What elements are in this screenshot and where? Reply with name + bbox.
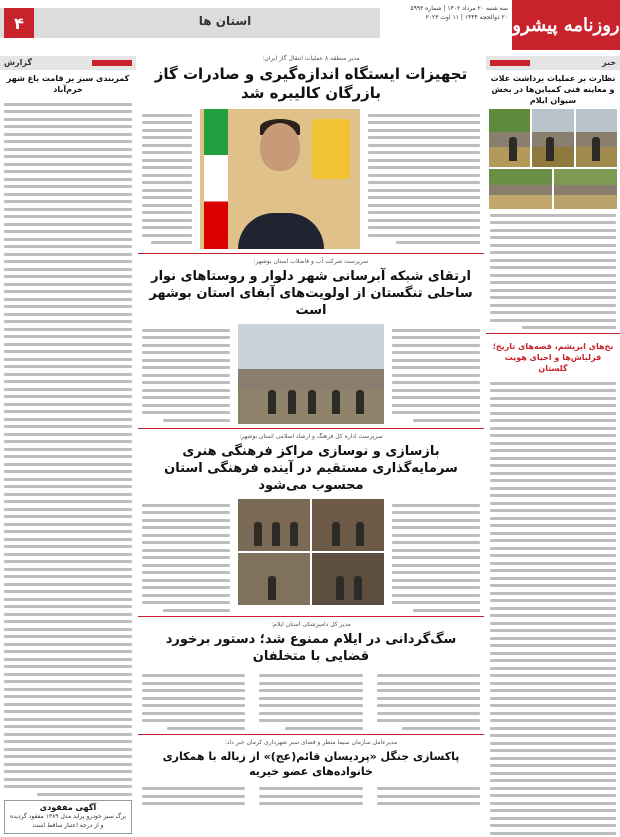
left-column — [0, 52, 136, 837]
story1-text-2 — [138, 109, 196, 249]
culture-photo-4 — [238, 553, 310, 605]
divider — [138, 253, 484, 254]
story1-body — [138, 109, 484, 249]
story2-body — [138, 324, 484, 424]
right-photo-row — [486, 109, 620, 167]
culture-photos — [238, 499, 384, 612]
tag-accent — [92, 60, 132, 66]
ad-text: برگ سبز خودرو پراید مدل ۱۳۸۹ مفقود گردیده و از درجه اعتبار ساقط است — [9, 812, 127, 829]
story3-kicker: سرپرست اداره کل فرهنگ و ارشاد اسلامی استان بوشهر: — [239, 433, 383, 440]
masthead-logo: روزنامه پیشرو — [512, 0, 620, 50]
section-title: استان ها — [198, 14, 252, 28]
story3-text-2 — [138, 499, 234, 612]
issue-line-1: سه شنبه ۲۰ مرداد ۱۴۰۲ | شماره ۵۹۹۳ — [410, 5, 508, 12]
harvest-photo-5 — [489, 169, 552, 209]
report-tag — [0, 56, 136, 70]
gas-company-logo — [312, 119, 350, 179]
issue-info — [388, 4, 508, 22]
harvest-photo-3 — [489, 109, 530, 167]
harvest-photo-2 — [532, 109, 573, 167]
feature-headline: نخ‌های ابریشم، قصه‌های تاریخ؛ قزلباش‌ها و احیای هویت گلستان — [492, 342, 614, 373]
harvest-photo-1 — [576, 109, 617, 167]
issue-line-2: ۲۰ ذوالحجه ۱۴۴۴ | ۱۱ اوت ۲۰۲۳ — [425, 14, 508, 21]
story1-text — [364, 109, 484, 249]
news-tag-label: خبر — [601, 58, 616, 67]
middle-area — [138, 52, 484, 837]
story5-headline: پاکسازی جنگل «پردیسان قائم(عج)» از زباله با همکاری خانواده‌های عضو خیریه — [162, 749, 460, 778]
right-column — [486, 52, 620, 837]
story5-body — [138, 783, 484, 806]
story4-headline: سگ‌گردانی در ایلام ممنوع شد؛ دستور برخورد قضایی با متخلفان — [165, 631, 457, 664]
story3-headline: بازسازی و نوسازی مراکز فرهنگی هنری سرمایه‌گذاری مستقیم در آینده فرهنگی استان محسوب می‌شود — [164, 444, 458, 493]
water-project-photo — [238, 324, 384, 424]
news-tag — [486, 56, 620, 70]
divider — [138, 616, 484, 617]
divider — [138, 734, 484, 735]
page-number: ۴ — [4, 8, 34, 38]
story2-text — [388, 324, 484, 424]
tag-accent — [490, 60, 530, 66]
divider — [486, 333, 620, 334]
story3-text — [388, 499, 484, 612]
report-tag-label: گزارش — [4, 58, 33, 67]
culture-photo-2 — [238, 499, 310, 551]
story1-kicker: مدیر منطقه ۸ عملیات انتقال گاز ایران: — [262, 55, 360, 62]
story5-kicker: مدیرعامل سازمان سیما منظر و فضای سبز شهرداری کرمان خبر داد: — [224, 738, 398, 746]
iran-flag — [204, 109, 228, 249]
lost-document-ad — [4, 800, 132, 834]
culture-photo-3 — [312, 553, 384, 605]
harvest-photo-4 — [554, 169, 617, 209]
page-header — [0, 0, 620, 52]
right-news-headline: نظارت بر عملیات برداشت غلات و معاینه فنی کمباین‌ها در بخش سیوان ایلام — [490, 74, 616, 105]
story1-headline: تجهیزات ایستگاه اندازه‌گیری و صادرات گاز بازرگان کالیبره شد — [154, 65, 468, 102]
story2-text-2 — [138, 324, 234, 424]
right-photo-row-2 — [486, 167, 620, 209]
official-portrait-photo — [200, 109, 360, 249]
culture-photo-1 — [312, 499, 384, 551]
story4-kicker: مدیر کل دامپزشکی استان ایلام: — [271, 620, 351, 628]
divider — [138, 428, 484, 429]
story2-kicker: سرپرست شرکت آب و فاضلاب استان بوشهر: — [253, 258, 369, 265]
report-headline: کمربندی سبز بر قامت باغ شهر خرم‌آباد — [6, 74, 130, 94]
ad-title: آگهی مفقودی — [39, 802, 97, 812]
story4-body — [138, 670, 484, 730]
story2-headline: ارتقای شبکه آبرسانی شهر دلوار و روستاهای نوار ساحلی تنگستان از اولویت‌های آبفای استان بوشهر است — [149, 269, 473, 318]
story3-body — [138, 499, 484, 612]
